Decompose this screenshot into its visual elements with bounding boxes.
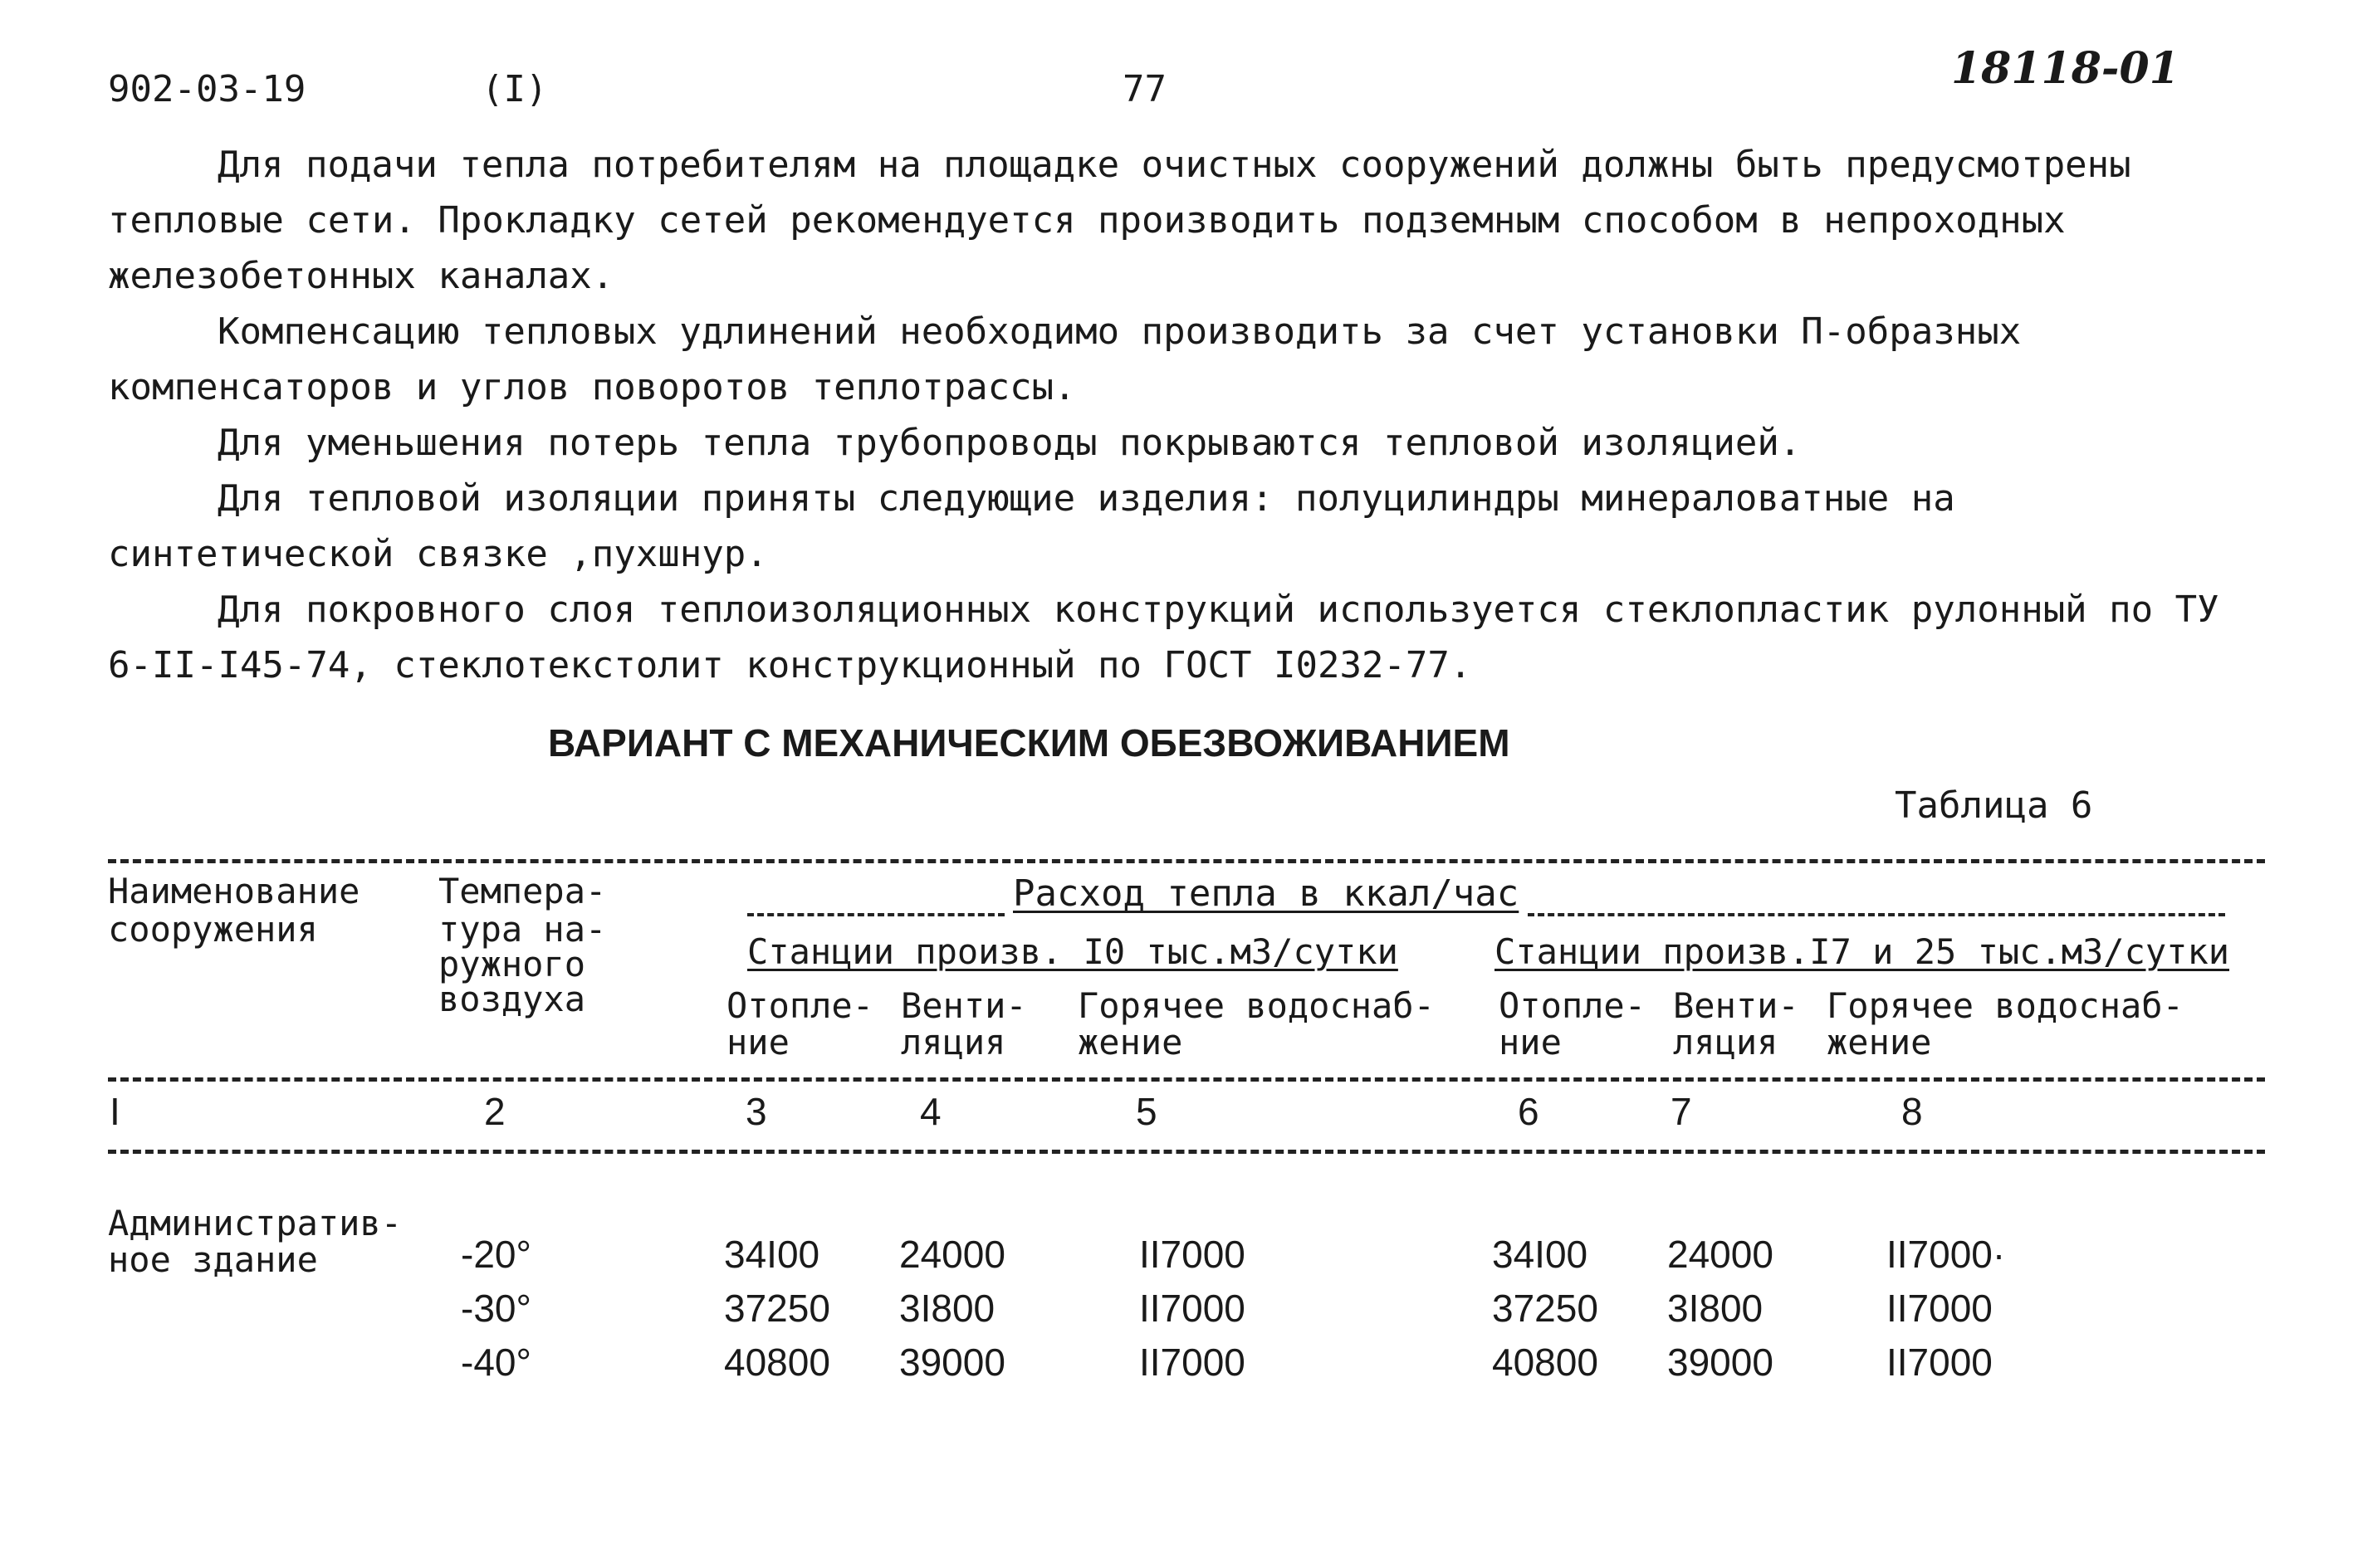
numbers-bottom-rule: [108, 1150, 2265, 1154]
cell-vent-a: 3I800: [899, 1287, 996, 1330]
header-temp-line2: тура на-: [438, 909, 607, 950]
group-underline-right: [1528, 913, 2225, 916]
header-temp-line1: Темпера-: [438, 871, 607, 911]
cell-hotwater-a: II7000: [1139, 1341, 1245, 1384]
doc-code: 902-03-19: [108, 68, 306, 110]
cell-hotwater-a: II7000: [1139, 1287, 1245, 1330]
body-text: [108, 137, 2250, 693]
cell-hotwater-a: II7000: [1139, 1233, 1245, 1276]
header-vent-a-1: Венти-: [901, 985, 1027, 1026]
cell-heating-a: 37250: [724, 1287, 830, 1330]
header-temp-line4: воздуха: [438, 979, 586, 1019]
cell-heating-b: 34I00: [1492, 1233, 1588, 1276]
cell-temp: -40°: [461, 1341, 531, 1384]
cell-heating-a: 40800: [724, 1341, 830, 1384]
header-heating-a-2: ние: [726, 1022, 790, 1062]
paragraph: Компенсацию тепловых удлинений необходимо производить за счет установки П-образных компенсаторов и углов поворотов теплотрассы.: [108, 310, 2022, 408]
column-number: 4: [920, 1090, 942, 1133]
header-hotwater-a-1: Горячее водоснаб-: [1078, 985, 1435, 1026]
header-vent-b-2: ляция: [1673, 1022, 1778, 1062]
column-number: 5: [1136, 1090, 1157, 1133]
header-vent-b-1: Венти-: [1673, 985, 1799, 1026]
cell-vent-b: 24000: [1667, 1233, 1773, 1276]
paragraph: Для подачи тепла потребителям на площадке очистных сооружений должны быть предусмотрены тепловые сети. Прокладку сетей рекомендуется производить подземным способом в непроходных железобетонных каналах.: [108, 144, 2131, 297]
row-name-line2: ное здание: [108, 1239, 318, 1280]
column-number: 6: [1518, 1090, 1539, 1133]
header-temp-line3: ружного: [438, 944, 586, 984]
header-group-heat-consumption: Расход тепла в ккал/час: [1013, 872, 1519, 915]
table-label: Таблица 6: [1895, 784, 2093, 827]
column-number: I: [110, 1090, 120, 1133]
doc-part: (I): [482, 68, 548, 110]
cell-vent-b: 39000: [1667, 1341, 1773, 1384]
cell-heating-a: 34I00: [724, 1233, 820, 1276]
header-hotwater-b-1: Горячее водоснаб-: [1827, 985, 2184, 1026]
cell-vent-b: 3I800: [1667, 1287, 1764, 1330]
cell-temp: -20°: [461, 1233, 531, 1276]
column-number: 8: [1901, 1090, 1923, 1133]
section-title: ВАРИАНТ С МЕХАНИЧЕСКИМ ОБЕЗВОЖИВАНИЕМ: [548, 721, 1510, 764]
paragraph: Для уменьшения потерь тепла трубопроводы покрываются тепловой изоляцией.: [218, 422, 1802, 464]
handwritten-stamp: 18118-01: [1951, 43, 2179, 94]
cell-heating-b: 37250: [1492, 1287, 1598, 1330]
header-heating-b-1: Отопле-: [1499, 985, 1646, 1026]
column-number: 3: [746, 1090, 767, 1133]
table-top-rule: [108, 859, 2265, 863]
cell-temp: -30°: [461, 1287, 531, 1330]
header-name-line2: сооружения: [108, 909, 318, 950]
paragraph: Для покровного слоя теплоизоляционных конструкций используется стеклопластик рулонный по ТУ 6-II-I45-74, стеклотекстолит конструкционный по ГОСТ I0232-77.: [108, 589, 2219, 686]
header-hotwater-b-2: жение: [1827, 1022, 1932, 1062]
paragraph: Для тепловой изоляции приняты следующие изделия: полуцилиндры минераловатные на синтетической связке ,пухшнур.: [108, 477, 1955, 575]
row-name-line1: Административ-: [108, 1203, 403, 1243]
header-station-large: Станции произв.I7 и 25 тыс.м3/сутки: [1494, 931, 2230, 972]
header-bottom-rule: [108, 1077, 2265, 1082]
column-number: 7: [1671, 1090, 1692, 1133]
cell-heating-b: 40800: [1492, 1341, 1598, 1384]
header-heating-a-1: Отопле-: [726, 985, 874, 1026]
cell-vent-a: 39000: [899, 1341, 1005, 1384]
header-name-line1: Наименование: [108, 871, 360, 911]
header-hotwater-a-2: жение: [1078, 1022, 1183, 1062]
cell-hotwater-b: II7000: [1886, 1341, 1993, 1384]
header-station-small: Станции произв. I0 тыс.м3/сутки: [747, 931, 1398, 972]
header-heating-b-2: ние: [1499, 1022, 1562, 1062]
cell-vent-a: 24000: [899, 1233, 1005, 1276]
column-number: 2: [484, 1090, 506, 1133]
header-vent-a-2: ляция: [901, 1022, 1006, 1062]
group-underline-left: [747, 913, 1005, 916]
page-number: 77: [1123, 68, 1167, 110]
cell-hotwater-b: II7000·: [1886, 1233, 2006, 1276]
cell-hotwater-b: II7000: [1886, 1287, 1993, 1330]
